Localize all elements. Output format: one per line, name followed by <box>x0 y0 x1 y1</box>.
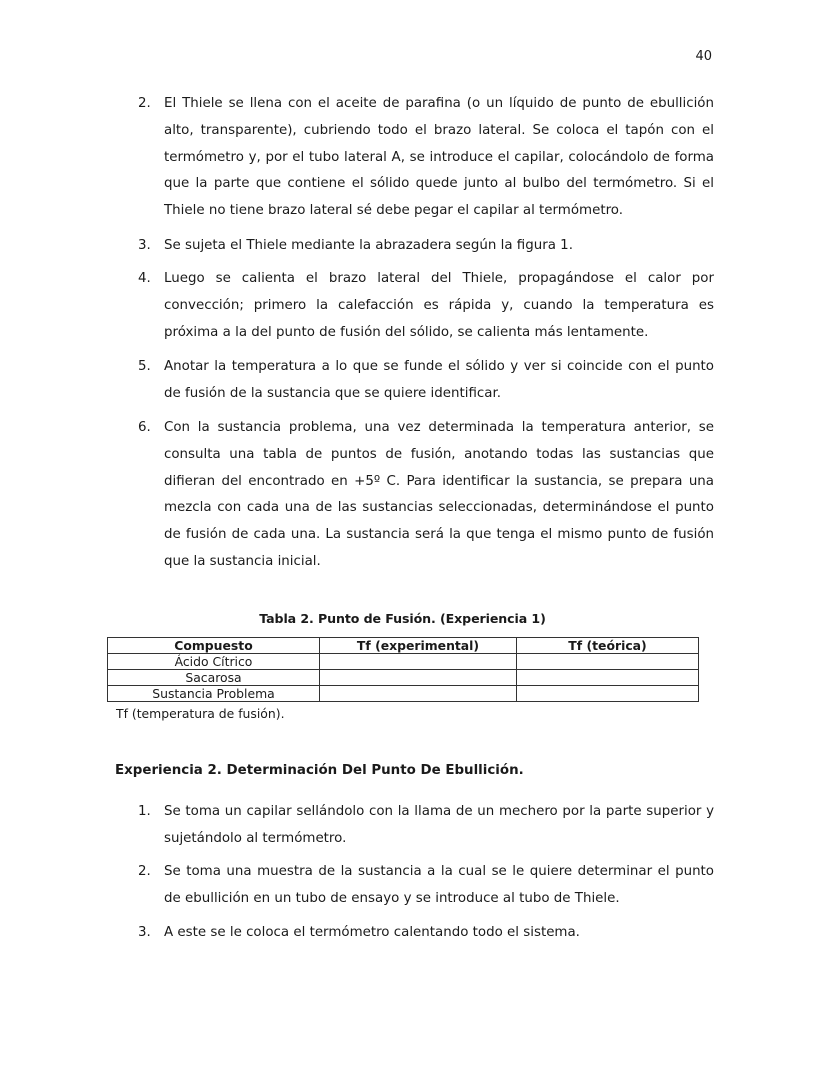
column-header: Compuesto <box>108 638 320 654</box>
list-item-text: Luego se calienta el brazo lateral del Thiele, propagándose el calor por convección; primero la calefacción es rápida y, cuando la temperatura es próxima a la del punto de fusión del sólido, se calienta más lentamente. <box>164 271 714 340</box>
list-item-number: 5. <box>138 359 151 374</box>
column-header: Tf (teórica) <box>517 638 699 654</box>
melting-point-table <box>107 637 699 702</box>
tf-experimental-cell <box>320 654 517 670</box>
compound-cell: Sacarosa <box>108 670 320 686</box>
list-item-text: Se toma una muestra de la sustancia a la cual se le quiere determinar el punto de ebullición en un tubo de ensayo y se introduce al tubo de Thiele. <box>164 864 714 906</box>
list-item-text: El Thiele se llena con el aceite de parafina (o un líquido de punto de ebullición alto, transparente), cubriendo todo el brazo lateral. Se coloca el tapón con el termómetro y, por el tubo lateral A, se introduce el capilar, colocándolo de forma que la parte que contiene el sólido quede junto al bulbo del termómetro. Si el Thiele no tiene brazo lateral sé debe pegar el capilar al termómetro. <box>164 96 714 219</box>
table-footnote: Tf (temperatura de fusión). <box>116 706 285 721</box>
list-item-number: 3. <box>138 238 151 253</box>
table-header-row <box>108 638 699 654</box>
compound-cell: Ácido Cítrico <box>108 654 320 670</box>
section-heading: Experiencia 2. Determinación Del Punto De Ebullición. <box>115 763 524 778</box>
list-item-number: 6. <box>138 420 151 435</box>
table-row <box>108 654 699 670</box>
tf-experimental-cell <box>320 686 517 702</box>
list-item <box>138 233 714 260</box>
page-number: 40 <box>695 49 712 64</box>
list-item <box>138 415 714 576</box>
table-row <box>108 686 699 702</box>
tf-theoretical-cell <box>517 670 699 686</box>
list-item-number: 4. <box>138 271 151 286</box>
table-row <box>108 670 699 686</box>
list-item-text: Con la sustancia problema, una vez determinada la temperatura anterior, se consulta una tabla de puntos de fusión, anotando todas las sustancias que difieran del encontrado en +5º C. Para identificar la sustancia, se prepara una mezcla con cada una de las sustancias seleccionadas, determinándose el punto de fusión de cada una. La sustancia será la que tenga el mismo punto de fusión que la sustancia inicial. <box>164 420 714 569</box>
column-header: Tf (experimental) <box>320 638 517 654</box>
list-item-number: 2. <box>138 96 151 111</box>
list-item-text: Se sujeta el Thiele mediante la abrazadera según la figura 1. <box>164 238 573 253</box>
list-item <box>138 91 714 225</box>
compound-cell: Sustancia Problema <box>108 686 320 702</box>
list-item-text: Anotar la temperatura a lo que se funde el sólido y ver si coincide con el punto de fusión de la sustancia que se quiere identificar. <box>164 359 714 401</box>
list-item-text: A este se le coloca el termómetro calentando todo el sistema. <box>164 925 580 940</box>
list-item <box>138 266 714 346</box>
tf-theoretical-cell <box>517 686 699 702</box>
tf-experimental-cell <box>320 670 517 686</box>
list-item <box>138 799 714 853</box>
list-item <box>138 920 714 947</box>
list-item-text: Se toma un capilar sellándolo con la llama de un mechero por la parte superior y sujetándolo al termómetro. <box>164 804 714 846</box>
list-item <box>138 354 714 408</box>
table-caption: Tabla 2. Punto de Fusión. (Experiencia 1) <box>259 611 546 626</box>
tf-theoretical-cell <box>517 654 699 670</box>
list-item-number: 3. <box>138 925 151 940</box>
list-item-number: 2. <box>138 864 151 879</box>
list-item-number: 1. <box>138 804 151 819</box>
list-item <box>138 859 714 913</box>
